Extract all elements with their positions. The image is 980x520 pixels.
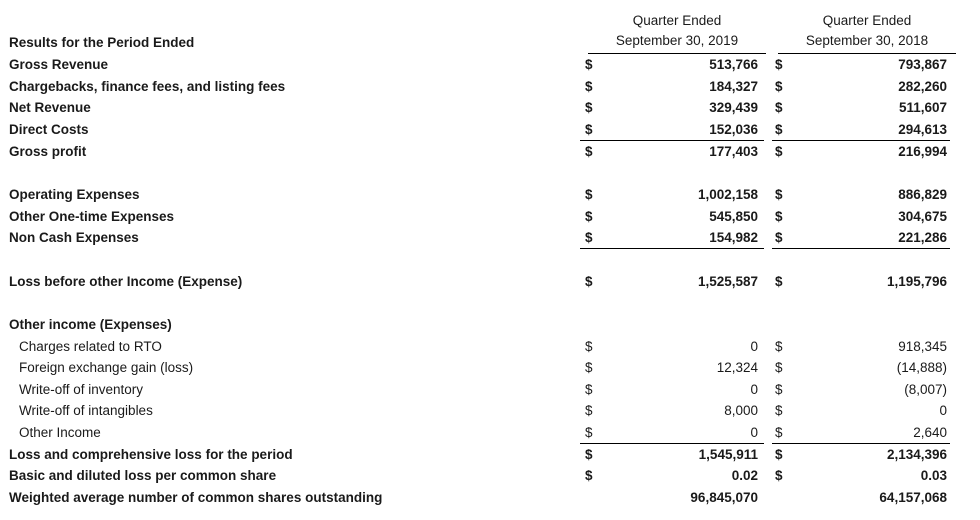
table-row [0,380,980,400]
column-header-2018-line2: September 30, 2018 [805,33,929,48]
value-2018: 0 [939,403,947,418]
table-row [0,445,980,465]
dollar-sign: $ [775,468,783,483]
dollar-sign: $ [775,382,783,397]
dollar-sign: $ [585,209,593,224]
value-2019: 1,525,587 [697,274,758,289]
dollar-sign: $ [775,122,783,137]
dollar-sign: $ [775,57,783,72]
value-2019: 329,439 [709,100,758,115]
subtotal-underline [772,248,950,249]
value-2019: 184,327 [709,79,758,94]
dollar-sign: $ [585,382,593,397]
table-row [0,120,980,140]
table-row [0,77,980,97]
table-row [0,337,980,357]
row-label: Weighted average number of common shares outstanding [9,490,383,505]
value-2019: 1,545,911 [698,447,758,462]
column-header-2019-line1: Quarter Ended [632,13,722,28]
row-label: Gross profit [9,144,87,159]
dollar-sign: $ [775,360,783,375]
dollar-sign: $ [585,339,593,354]
value-2018: 918,345 [898,339,947,354]
dollar-sign: $ [775,339,783,354]
row-label: Loss before other Income (Expense) [9,274,243,289]
dollar-sign: $ [775,403,783,418]
value-2019: 152,036 [709,122,758,137]
table-row [0,55,980,75]
row-label: Other One-time Expenses [9,209,175,224]
value-2018: 282,260 [898,79,947,94]
value-2019: 154,982 [709,230,758,245]
table-row-section-title [0,315,980,335]
column-header-2019-line2: September 30, 2019 [615,33,739,48]
row-label: Results for the Period Ended [9,35,195,50]
dollar-sign: $ [585,79,593,94]
column-header-2018-line1: Quarter Ended [822,13,912,28]
dollar-sign: $ [585,360,593,375]
header-underline [588,53,766,54]
table-row [0,207,980,227]
table-row [0,358,980,378]
row-label: Operating Expenses [9,187,140,202]
table-row [0,228,980,248]
subtotal-underline [580,443,764,444]
dollar-sign: $ [775,187,783,202]
dollar-sign: $ [775,79,783,94]
row-label: Other income (Expenses) [9,317,172,332]
dollar-sign: $ [775,100,783,115]
row-label: Basic and diluted loss per common share [9,468,277,483]
dollar-sign: $ [775,425,783,440]
row-label: Chargebacks, finance fees, and listing fees [9,79,286,94]
value-2018: (8,007) [904,382,947,397]
value-2018: 0.03 [920,468,947,483]
row-label: Write-off of intangibles [19,403,153,418]
row-label: Write-off of inventory [19,382,144,397]
subtotal-underline [772,140,950,141]
value-2018: 64,157,068 [879,490,947,505]
dollar-sign: $ [775,144,783,159]
dollar-sign: $ [585,447,593,462]
dollar-sign: $ [585,57,593,72]
table-row [0,142,980,162]
value-2019: 1,002,158 [697,187,758,202]
value-2018: 1,195,796 [886,274,947,289]
subtotal-underline [580,140,764,141]
table-row [0,423,980,443]
value-2018: 793,867 [898,57,947,72]
dollar-sign: $ [585,403,593,418]
header-underline [778,53,956,54]
value-2018: 216,994 [898,144,947,159]
value-2018: (14,888) [896,360,947,375]
value-2019: 0 [750,382,758,397]
value-2018: 221,286 [898,230,947,245]
dollar-sign: $ [585,468,593,483]
row-label: Other Income [19,425,101,440]
value-2018: 2,640 [913,425,947,440]
table-row [0,185,980,205]
value-2018: 294,613 [898,122,947,137]
row-label: Charges related to RTO [19,339,162,354]
value-2019: 12,324 [716,360,758,375]
value-2019: 545,850 [709,209,758,224]
table-row [0,272,980,292]
table-row [0,466,980,486]
dollar-sign: $ [585,274,593,289]
dollar-sign: $ [585,425,593,440]
dollar-sign: $ [775,209,783,224]
subtotal-underline [580,248,764,249]
row-label: Loss and comprehensive loss for the period [9,447,293,462]
row-label: Non Cash Expenses [9,230,139,245]
value-2018: 304,675 [898,209,947,224]
table-row [0,98,980,118]
value-2019: 0 [750,425,758,440]
dollar-sign: $ [775,274,783,289]
value-2019: 0.02 [731,468,758,483]
table-row [0,488,980,508]
table-row [0,401,980,421]
dollar-sign: $ [585,122,593,137]
value-2018: 511,607 [898,100,947,115]
value-2019: 177,403 [709,144,758,159]
dollar-sign: $ [775,447,783,462]
value-2019: 96,845,070 [690,490,758,505]
row-label: Gross Revenue [9,57,109,72]
table-row-period-title [0,33,980,53]
dollar-sign: $ [585,230,593,245]
row-label: Net Revenue [9,100,91,115]
value-2018: 2,134,396 [886,447,947,462]
value-2019: 0 [750,339,758,354]
row-label: Foreign exchange gain (loss) [19,360,194,375]
row-label: Direct Costs [9,122,89,137]
value-2019: 513,766 [709,57,758,72]
value-2019: 8,000 [724,403,758,418]
dollar-sign: $ [585,144,593,159]
value-2018: 886,829 [898,187,947,202]
dollar-sign: $ [585,100,593,115]
dollar-sign: $ [775,230,783,245]
dollar-sign: $ [585,187,593,202]
subtotal-underline [772,443,950,444]
